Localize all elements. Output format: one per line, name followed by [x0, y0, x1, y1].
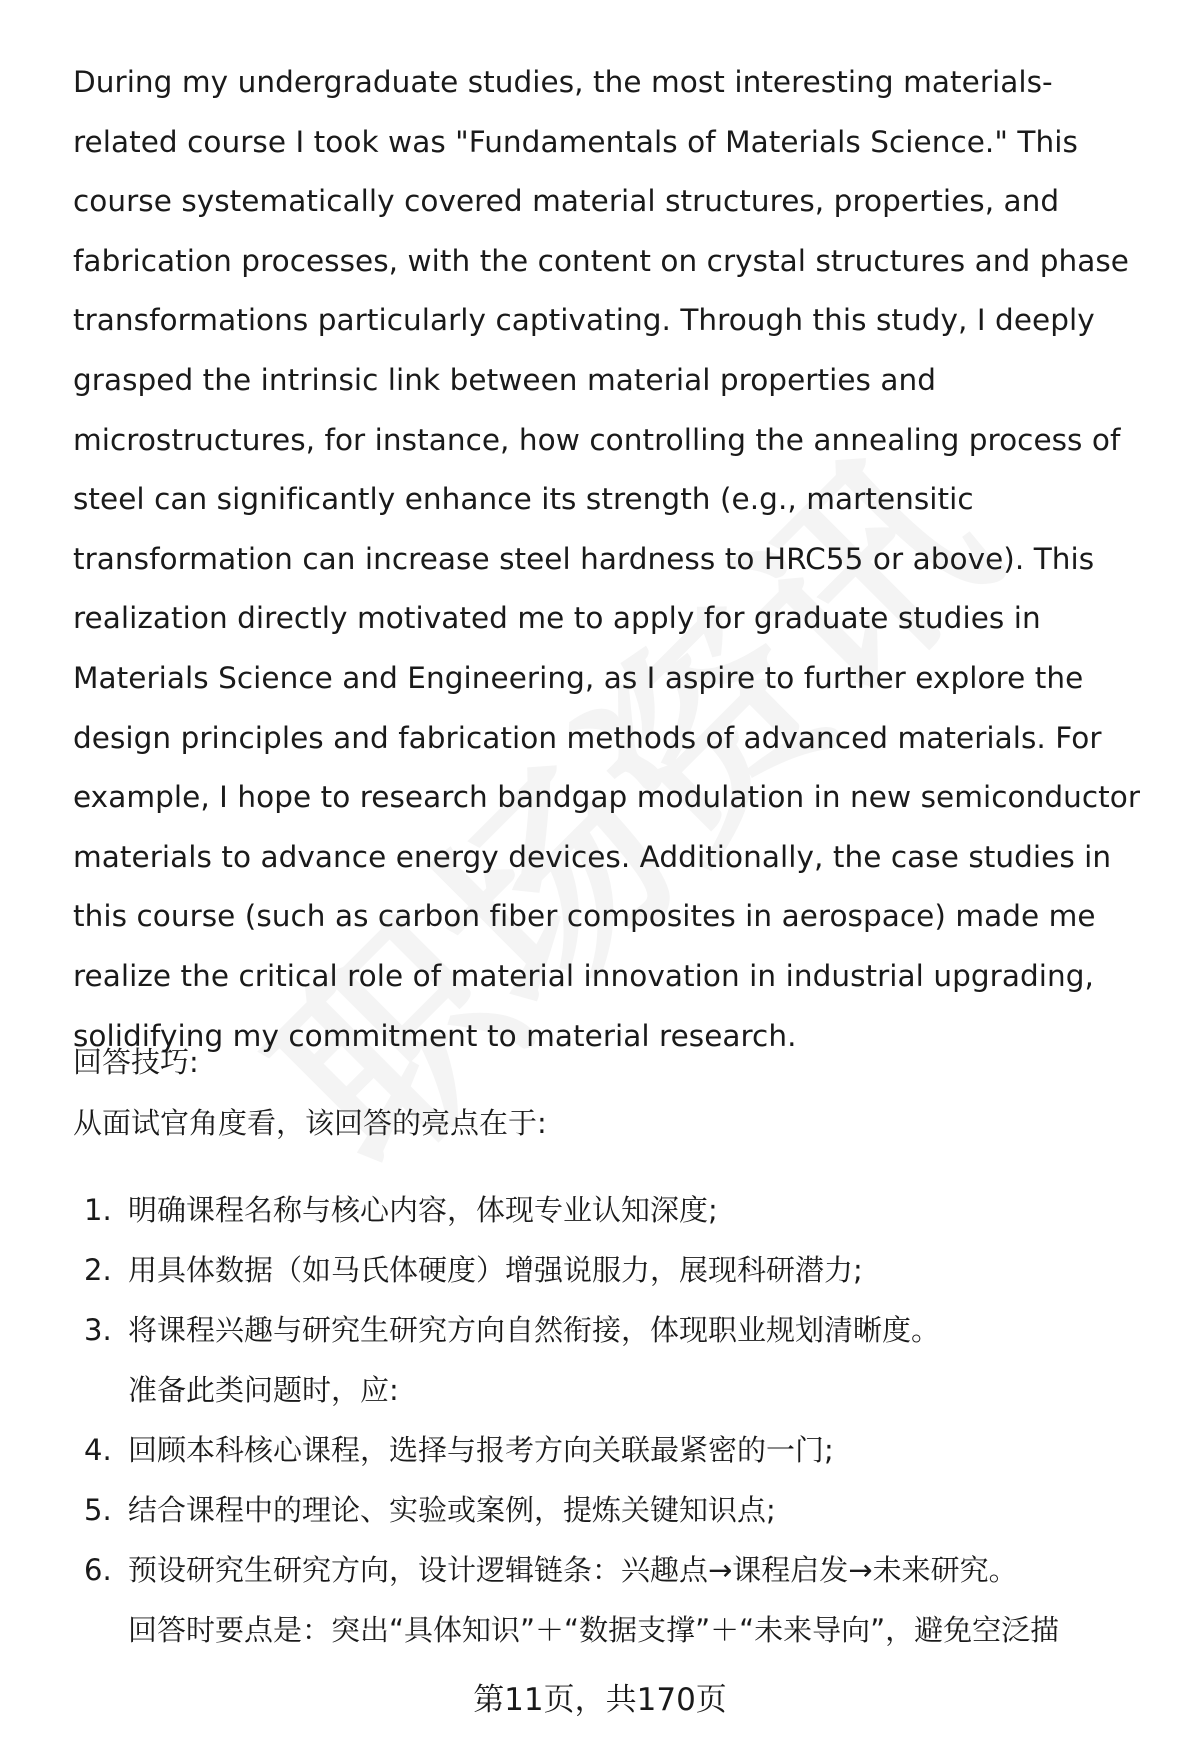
list-item	[0, 1490, 1200, 1550]
list-item-number: 2.	[84, 1253, 112, 1287]
list-item-text: 明确课程名称与核心内容，体现专业认知深度;	[128, 1193, 718, 1227]
list-item	[0, 1550, 1200, 1610]
list-item-text: 用具体数据（如马氏体硬度）增强说服力，展现科研潜力;	[128, 1253, 863, 1287]
list-item-text: 回顾本科核心课程，选择与报考方向关联最紧密的一门;	[128, 1433, 834, 1467]
list-item-number: 6.	[84, 1553, 112, 1587]
tips-intro: 从面试官角度看，该回答的亮点在于:	[73, 1106, 547, 1140]
tips-heading: 回答技巧:	[73, 1045, 199, 1079]
list-item	[0, 1250, 1200, 1310]
page-footer: 第11页，共170页	[473, 1682, 727, 1718]
list-item	[0, 1190, 1200, 1250]
list-subheading	[0, 1610, 1200, 1670]
list-item-text: 预设研究生研究方向，设计逻辑链条：兴趣点→课程启发→未来研究。	[128, 1553, 1018, 1587]
list-item-text: 结合课程中的理论、实验或案例，提炼关键知识点;	[128, 1493, 776, 1527]
list-item-text: 准备此类问题时，应:	[128, 1373, 399, 1407]
list-item	[0, 1310, 1200, 1370]
list-item-text: 将课程兴趣与研究生研究方向自然衔接，体现职业规划清晰度。	[128, 1313, 941, 1347]
list-subheading	[0, 1370, 1200, 1430]
list-item-number: 4.	[84, 1433, 112, 1467]
list-item-number: 5.	[84, 1493, 112, 1527]
list-item	[0, 1430, 1200, 1490]
list-item-number: 3.	[84, 1313, 112, 1347]
answer-paragraph: During my undergraduate studies, the most interesting materials-related course I took was "Fundamentals of Materials Science." This course systematically covered material structures, properties, and fabrication processes, with the content on crystal structures and phase transformations particularly captivating. Through this study, I deeply grasped the intrinsic link between material properties and microstructures, for instance, how controlling the annealing process of steel can significantly enhance its strength (e.g., martensitic transformation can increase steel hardness to HRC55 or above). This realization directly motivated me to apply for graduate studies in Materials Science and Engineering, as I aspire to further explore the design principles and fabrication methods of advanced materials. For example, I hope to research bandgap modulation in new semiconductor materials to advance energy devices. Additionally, the case studies in this course (such as carbon fiber composites in aerospace) made me realize the critical role of material innovation in industrial upgrading, solidifying my commitment to material research.	[73, 65, 1141, 1053]
tips-list	[0, 1190, 1200, 1670]
list-item-number: 1.	[84, 1193, 112, 1227]
list-item-text: 回答时要点是：突出“具体知识”＋“数据支撑”＋“未来导向”，避免空泛描	[128, 1613, 1060, 1647]
